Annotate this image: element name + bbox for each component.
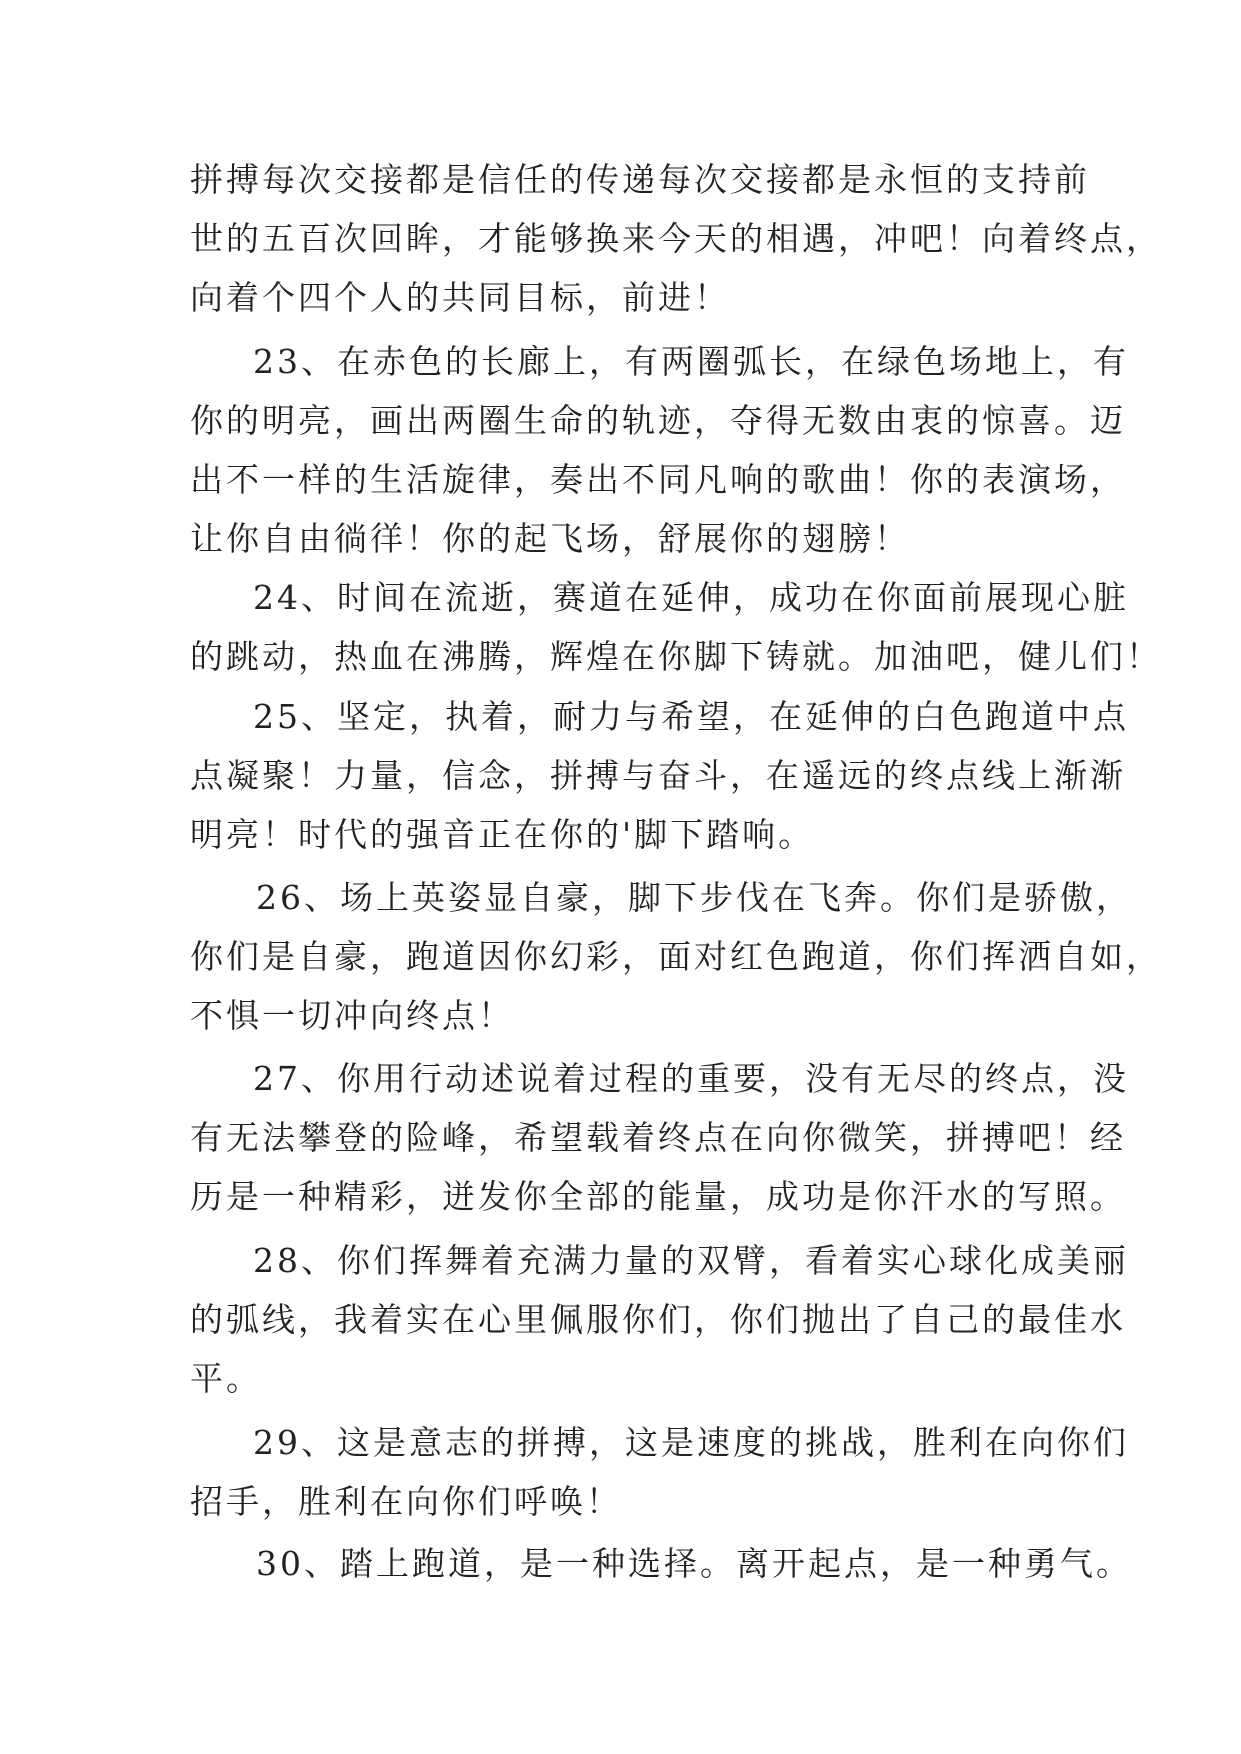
text-line: 招手，胜利在向你们呼唤！ (190, 1482, 622, 1521)
text-line: 出不一样的生活旋律，奏出不同凡响的歌曲！你的表演场， (190, 460, 1126, 499)
text-line: 你们是自豪，跑道因你幻彩，面对红色跑道，你们挥洒自如， (190, 937, 1162, 976)
text-line: 明亮！时代的强音正在你的'脚下踏响。 (190, 815, 815, 854)
text-line: 有无法攀登的险峰，希望载着终点在向你微笑，拼搏吧！经 (190, 1118, 1126, 1157)
paragraph-28-line: 28、你们挥舞着充满力量的双臂，看着实心球化成美丽 (253, 1241, 1129, 1280)
paragraph-26-line: 26、场上英姿显自豪，脚下步伐在飞奔。你们是骄傲， (256, 878, 1132, 917)
paragraph-29-line: 29、这是意志的拼搏，这是速度的挑战，胜利在向你们 (253, 1423, 1129, 1462)
text-line: 的跳动，热血在沸腾，辉煌在你脚下铸就。加油吧，健儿们！ (190, 637, 1162, 676)
text-line: 让你自由徜徉！你的起飞场，舒展你的翅膀！ (190, 519, 910, 558)
text-line: 平。 (190, 1359, 262, 1398)
text-line: 世的五百次回眸，才能够换来今天的相遇，冲吧！向着终点， (190, 219, 1162, 258)
text-line: 的弧线，我着实在心里佩服你们，你们抛出了自己的最佳水 (190, 1300, 1126, 1339)
text-line: 向着个四个人的共同目标，前进！ (190, 278, 730, 317)
paragraph-23-line: 23、在赤色的长廊上，有两圈弧长，在绿色场地上，有 (253, 342, 1129, 381)
text-line: 你的明亮，画出两圈生命的轨迹，夺得无数由衷的惊喜。迈 (190, 401, 1126, 440)
paragraph-25-line: 25、坚定，执着，耐力与希望，在延伸的白色跑道中点 (253, 697, 1129, 736)
text-line: 不惧一切冲向终点！ (190, 996, 514, 1035)
text-line: 点凝聚！力量，信念，拼搏与奋斗，在遥远的终点线上渐渐 (190, 756, 1126, 795)
paragraph-27-line: 27、你用行动述说着过程的重要，没有无尽的终点，没 (253, 1059, 1129, 1098)
paragraph-30-line: 30、踏上跑道，是一种选择。离开起点，是一种勇气。 (256, 1544, 1132, 1583)
text-line: 拼搏每次交接都是信任的传递每次交接都是永恒的支持前 (190, 160, 1090, 199)
paragraph-24-line: 24、时间在流逝，赛道在延伸，成功在你面前展现心脏 (253, 578, 1129, 617)
text-line: 历是一种精彩，迸发你全部的能量，成功是你汗水的写照。 (190, 1177, 1126, 1216)
